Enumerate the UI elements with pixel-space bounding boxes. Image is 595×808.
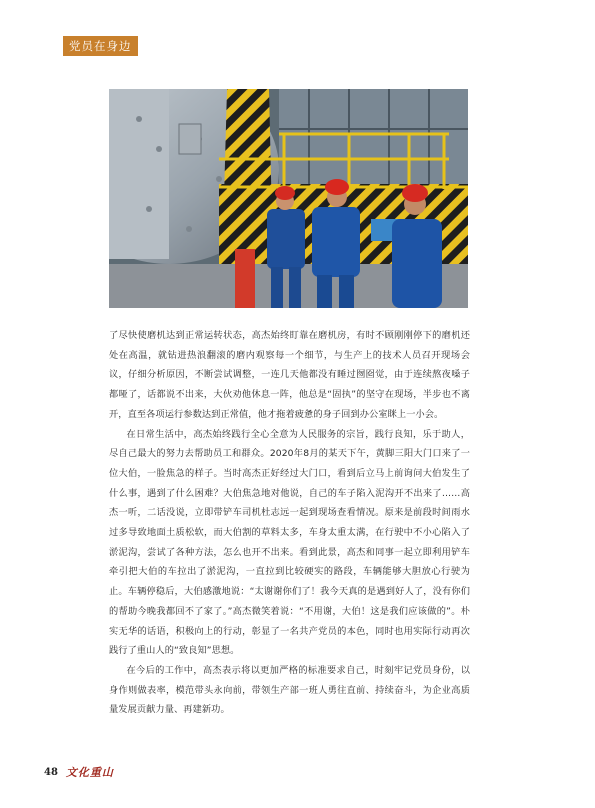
- article-body: [109, 326, 470, 720]
- page-number: 48: [44, 766, 58, 778]
- paragraph-3: 在今后的工作中，高杰表示将以更加严格的标准要求自己，时刻牢记党员身份，以身作则做表率，模范带头永向前，带领生产部一班人勇往直前、持续奋斗，为企业高质量发展贡献力量、再建新功。: [109, 664, 470, 716]
- paragraph-2: 在日常生活中，高杰始终践行全心全意为人民服务的宗旨，践行良知，乐于助人，尽自己最大的努力去帮助员工和群众。2020年8月的某天下午，黄脚三阳大门口来了一位大伯，一脸焦急的样子。当时高杰正好经过大门口，看到后立马上前询问大伯发生了什么事，遇到了什么困难？大伯焦急地对他说，自己的车子陷入泥沟开不出来了……高杰一听，二话没说，立即带铲车司机杜志远一起到现场查看情况。原来是前段时间雨水过多导致地面土质松软，而大伯割的草料太多，车身太重太满，在行驶中不小心陷入了淤泥沟，尝试了各种方法，怎么也开不出来。看到此景，高杰和同事一起立即利用铲车牵引把大伯的车拉出了淤泥沟，一直拉到比较硬实的路段，车辆能够大胆放心行驶为止。车辆停稳后，大伯感激地说：“太谢谢你们了！我今天真的是遇到好人了，没有你们的帮助今晚我都回不了家了。”高杰微笑着说：“不用谢，大伯！这是我们应该做的”。朴实无华的话语，积极向上的行动，彰显了一名共产党员的本色，同时也用实际行动再次践行了重山人的“致良知”思想。: [109, 428, 470, 657]
- paragraph-1: 了尽快使磨机达到正常运转状态，高杰始终盯靠在磨机房，有时不顾刚刚停下的磨机还处在高温，就钻进热浪翻滚的磨内观察每一个细节，与生产上的技术人员召开现场会议，仔细分析原因，不断尝试调整，一连几天他都没有睡过囫囵觉，由于连续熬夜嗓子都哑了，话都说不出来，大伙劝他休息一阵，他总是“固执”的坚守在现场，半步也不离开，直至各项运行参数达到正常值，他才拖着疲惫的身子回到办公室眯上一小会。: [109, 330, 470, 420]
- photo-illustration: [109, 89, 468, 308]
- article-photo: [109, 89, 468, 308]
- page-footer: [44, 764, 114, 780]
- section-tag: 党员在身边: [63, 36, 138, 56]
- magazine-logo: 文化重山: [65, 766, 114, 779]
